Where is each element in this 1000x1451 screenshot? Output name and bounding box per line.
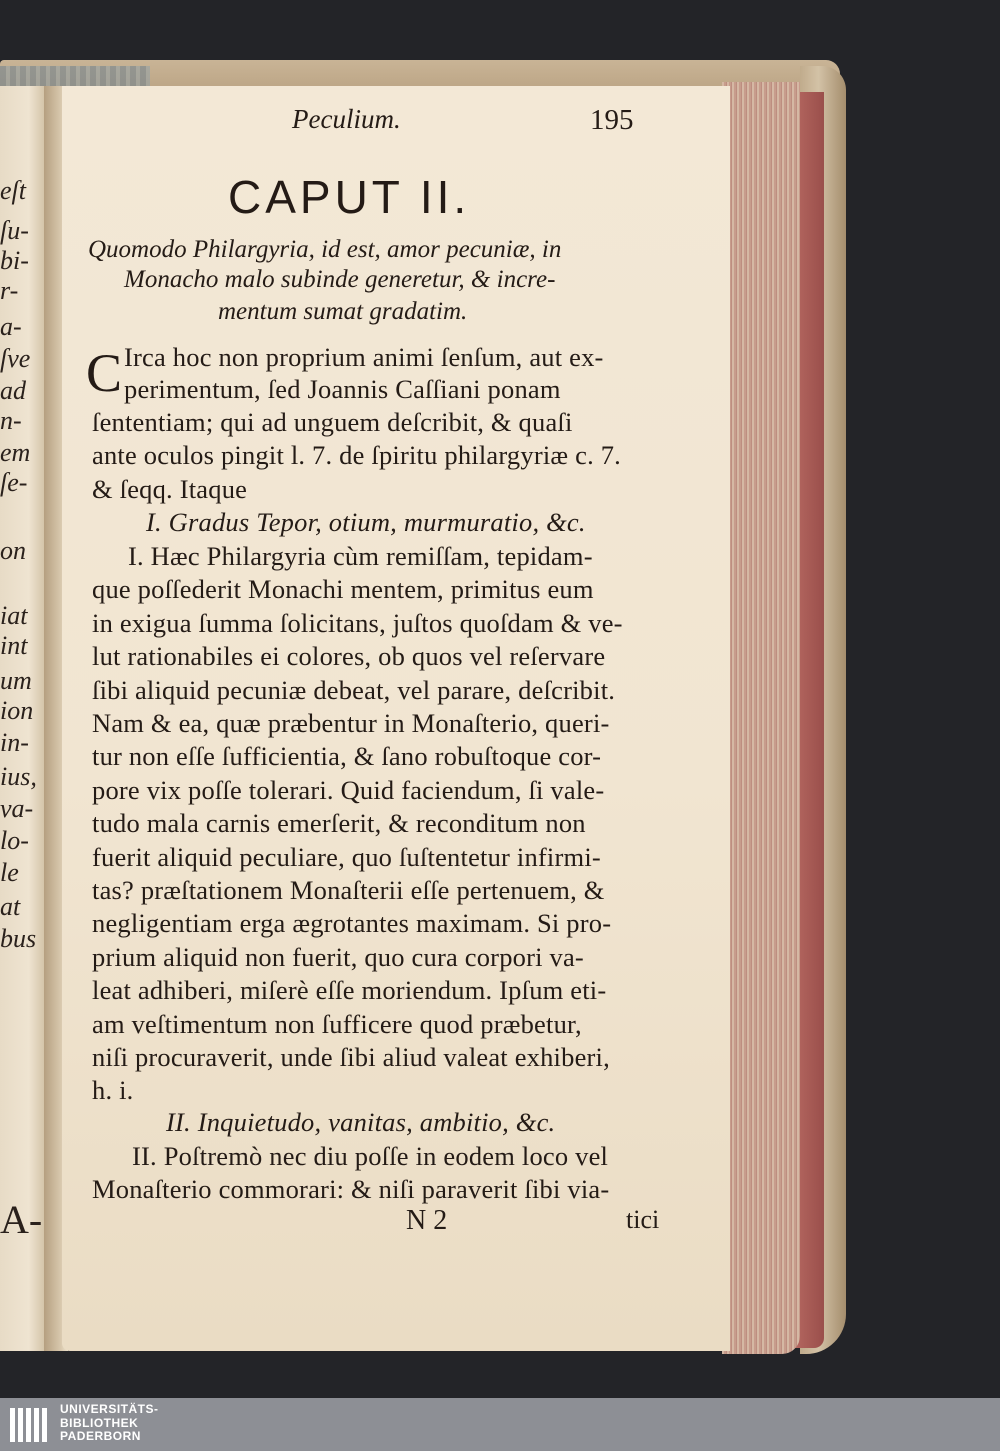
left-page-fragment: ſu- (0, 216, 29, 245)
drop-cap: C (86, 343, 123, 403)
left-page-fragment: ion (0, 696, 34, 725)
left-page-fragment: ſve (0, 344, 31, 373)
body-line: tur non eſſe ſufficientia, & ſano robuſtoque cor- (92, 741, 602, 772)
page-number: 195 (590, 104, 634, 136)
catchword: tici (626, 1205, 660, 1234)
left-page-fragment: bus (0, 924, 37, 953)
left-page-fragment: iat (0, 601, 28, 630)
left-page-fragment: A- (0, 1197, 43, 1242)
body-line: I. Hæc Philargyria cùm remiſſam, tepidam- (128, 541, 593, 571)
left-page-fragment: at (0, 892, 21, 921)
subtitle-line: mentum sumat gradatim. (218, 298, 468, 325)
subtitle-line: Monacho malo subinde generetur, & incre- (124, 266, 556, 293)
left-page-fragment: in- (0, 728, 29, 757)
left-page-fragment: r- (0, 276, 19, 305)
library-name-line: UNIVERSITÄTS- (60, 1402, 159, 1416)
body-line: lut rationabiles ei colores, ob quos vel reſervare (92, 641, 606, 672)
body-line: ſententiam; qui ad unguem deſcribit, & quaſi (92, 407, 573, 437)
running-head: Peculium. (292, 104, 401, 134)
body-line: negligentiam erga ægrotantes maximam. Si pro- (92, 908, 612, 939)
body-line: Monaſterio commorari: & niſi paraverit ſibi via- (92, 1174, 610, 1204)
subtitle-line: Quomodo Philargyria, id est, amor pecuniæ, in (88, 236, 562, 263)
left-page-fragment: eſt (0, 176, 26, 205)
left-page-fragment: lo- (0, 826, 29, 855)
body-line: que poſſederit Monachi mentem, primitus eum (92, 574, 594, 605)
left-page-fragment: em (0, 438, 31, 467)
left-page-fragment: a- (0, 312, 22, 341)
library-name-line: BIBLIOTHEK (60, 1415, 139, 1430)
section-heading: II. Inquietudo, vanitas, ambitio, &c. (166, 1107, 556, 1137)
page-block-edge (722, 82, 800, 1354)
left-page-fragment: um (0, 666, 32, 695)
left-page-fragment: va- (0, 794, 34, 823)
body-line: pore vix poſſe tolerari. Quid faciendum, ſi vale- (92, 774, 605, 805)
body-line: perimentum, ſed Joannis Caſſiani ponam (124, 374, 561, 404)
body-line: leat adhiberi, miſerè eſſe moriendum. Ipſum eti- (92, 975, 607, 1006)
chapter-title: CAPUT II. (228, 171, 471, 223)
left-page-fragment: ius, (0, 762, 37, 791)
left-page (0, 86, 48, 1351)
library-footer (0, 1398, 1000, 1451)
body-line: Irca hoc non proprium animi ſenſum, aut ex- (124, 342, 604, 372)
library-name (60, 1403, 159, 1444)
library-name-line: PADERBORN (60, 1429, 141, 1443)
library-logo-icon (8, 1404, 50, 1446)
left-page-fragment: n- (0, 406, 22, 435)
body-line: Nam & ea, quæ præbentur in Monaſterio, queri- (92, 708, 610, 738)
body-line: tudo mala carnis emerſerit, & reconditum non (92, 808, 586, 839)
body-line: in exigua ſumma ſolicitans, juſtos quoſdam & ve- (92, 607, 623, 638)
body-line: ante oculos pingit l. 7. de ſpiritu philargyriæ c. 7. (92, 440, 621, 470)
body-line: niſi procuraverit, unde ſibi aliud valeat exhiberi, (92, 1042, 610, 1072)
left-page-fragment: ſe- (0, 468, 28, 497)
body-line: fuerit aliquid peculiare, quo ſuſtentetur infirmi- (92, 841, 601, 872)
body-line: II. Poſtremò nec diu poſſe in eodem loco vel (132, 1141, 609, 1171)
left-page-fragment: ad (0, 376, 26, 405)
body-line: & ſeqq. Itaque (92, 474, 248, 504)
body-line: prium aliquid non fuerit, quo cura corpori va- (92, 941, 584, 972)
body-line: tas? præſtationem Monaſterii eſſe pertenuem, & (92, 875, 605, 905)
body-line: ſibi aliquid pecuniæ debeat, vel parare, deſcribit. (92, 674, 616, 705)
left-page-fragment: on (0, 536, 26, 565)
body-line: am veſtimentum non ſufficere quod præbetur, (92, 1008, 582, 1039)
left-page-fragment: int (0, 631, 28, 660)
left-page-fragment: le (0, 858, 19, 887)
signature-mark: N 2 (406, 1205, 448, 1236)
section-heading: I. Gradus Tepor, otium, murmuratio, &c. (146, 507, 586, 537)
body-line: h. i. (92, 1075, 134, 1106)
left-page-fragment: bi- (0, 246, 29, 275)
